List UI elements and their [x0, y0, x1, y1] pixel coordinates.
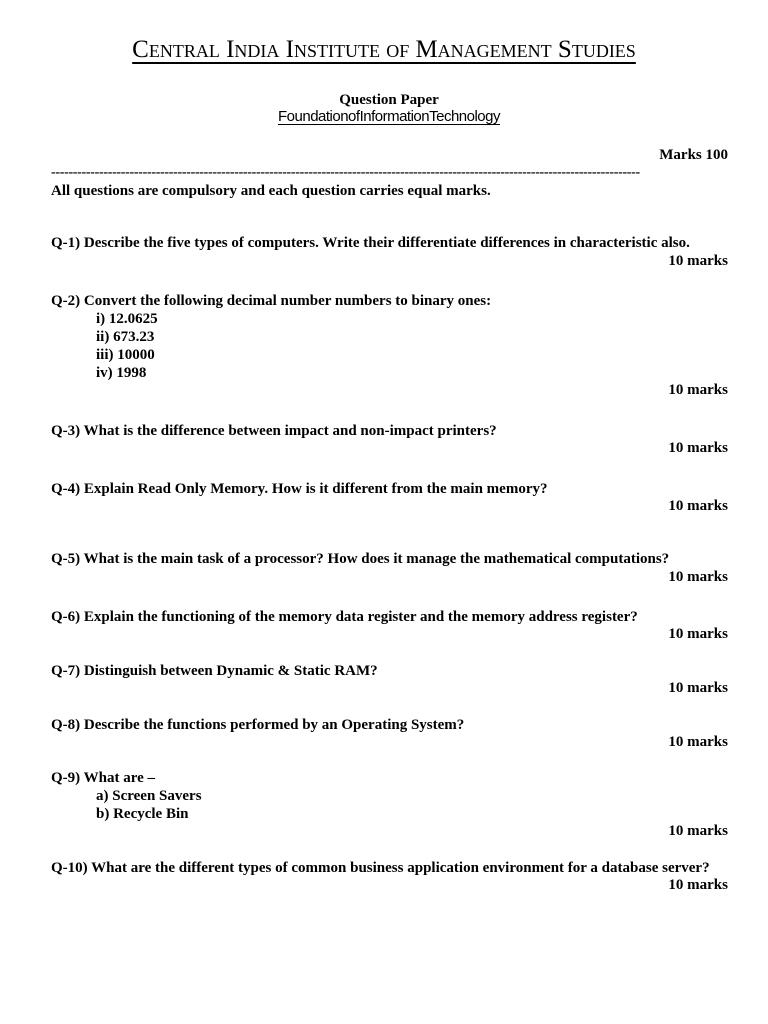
- question-1: Q-1) Describe the five types of computers. Write their differentiate differences in characteristic also.: [51, 235, 690, 251]
- question-7-marks: 10 marks: [668, 680, 728, 696]
- total-marks: Marks 100: [659, 147, 728, 163]
- question-2-marks: 10 marks: [668, 382, 728, 398]
- question-3: Q-3) What is the difference between impact and non-impact printers?: [51, 423, 497, 439]
- question-6-marks: 10 marks: [668, 626, 728, 642]
- paper-type-heading: Question Paper: [339, 92, 439, 108]
- separator-line: ---------------------------------------------------------------------------------------------------------------------------------------: [51, 165, 640, 180]
- question-5-marks: 10 marks: [668, 569, 728, 585]
- question-6: Q-6) Explain the functioning of the memory data register and the memory address register?: [51, 609, 638, 625]
- question-3-marks: 10 marks: [668, 440, 728, 456]
- instructions-text: All questions are compulsory and each question carries equal marks.: [51, 183, 491, 199]
- subject-title: FoundationofInformationTechnology: [278, 108, 500, 125]
- question-9-item-2: b) Recycle Bin: [96, 806, 189, 822]
- question-10: Q-10) What are the different types of common business application environment for a database server?: [51, 860, 710, 876]
- question-7: Q-7) Distinguish between Dynamic & Static RAM?: [51, 663, 378, 679]
- question-9: Q-9) What are –: [51, 770, 156, 786]
- question-2-item-1: i) 12.0625: [96, 311, 158, 327]
- question-8: Q-8) Describe the functions performed by an Operating System?: [51, 717, 465, 733]
- question-2-item-3: iii) 10000: [96, 347, 155, 363]
- institute-title: Central India Institute of Management Studies: [132, 36, 636, 63]
- question-2: Q-2) Convert the following decimal number numbers to binary ones:: [51, 293, 492, 309]
- question-4: Q-4) Explain Read Only Memory. How is it different from the main memory?: [51, 481, 548, 497]
- question-10-marks: 10 marks: [668, 877, 728, 893]
- question-5: Q-5) What is the main task of a processor? How does it manage the mathematical computations?: [51, 551, 670, 567]
- question-9-marks: 10 marks: [668, 823, 728, 839]
- question-4-marks: 10 marks: [668, 498, 728, 514]
- question-9-item-1: a) Screen Savers: [96, 788, 202, 804]
- question-1-marks: 10 marks: [668, 253, 728, 269]
- question-8-marks: 10 marks: [668, 734, 728, 750]
- question-2-item-2: ii) 673.23: [96, 329, 155, 345]
- question-2-item-4: iv) 1998: [96, 365, 147, 381]
